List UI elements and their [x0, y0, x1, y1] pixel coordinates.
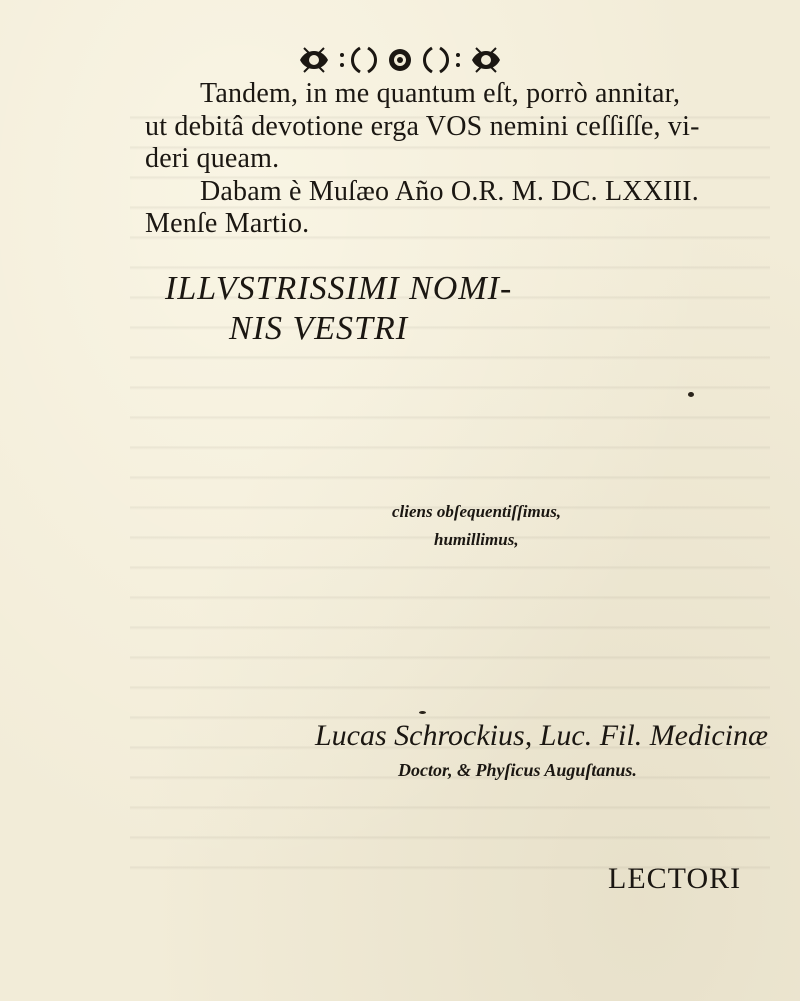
catchword: LECTORI — [608, 862, 742, 895]
text-line: Tandem, in me quantum eſt, porrò annitar, — [200, 78, 681, 109]
close-line: cliens obſequentiſſimus, — [392, 502, 562, 521]
close-line: humillimus, — [434, 530, 519, 549]
signature-name: Lucas Schrockius, Luc. Fil. Medicinæ — [315, 719, 768, 752]
complimentary-close — [392, 498, 561, 554]
dedication-line: NIS VESTRI — [229, 310, 409, 347]
text-line: deri queam. — [145, 143, 280, 174]
date-line: Dabam è Muſæo Año O.R. M. DC. LXXIII. — [200, 175, 699, 207]
signature-title: Doctor, & Phyſicus Auguſtanus. — [398, 760, 637, 780]
ink-speck — [419, 711, 426, 714]
text-line: ut debitâ devotione erga VOS nemini ceſſiſſe, vi- — [145, 110, 700, 142]
dedication-line: ILLVSTRISSIMI NOMI- — [165, 270, 513, 307]
text-line: Menſe Martio. — [145, 208, 310, 239]
fleuron-icon — [280, 40, 520, 80]
ink-speck — [688, 392, 694, 397]
closing-paragraph — [145, 78, 770, 241]
